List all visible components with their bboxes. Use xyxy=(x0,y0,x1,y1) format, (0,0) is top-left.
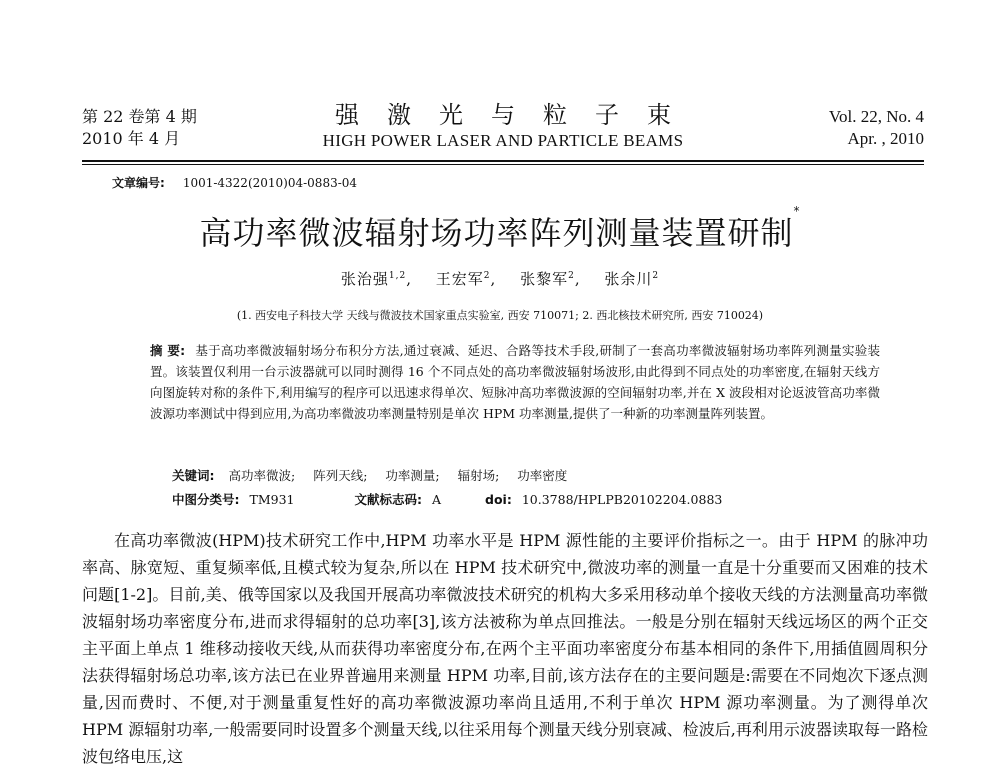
abstract xyxy=(150,340,880,424)
header-center xyxy=(82,100,924,152)
author xyxy=(520,270,581,288)
author-name: 张治强 xyxy=(340,270,389,288)
volume-issue-cn: 第 22 卷第 4 期 xyxy=(82,107,197,126)
header-right xyxy=(829,106,924,150)
author xyxy=(604,270,659,288)
paper-title-text: 高功率微波辐射场功率阵列测量装置研制 xyxy=(199,214,794,252)
keyword: 高功率微波; xyxy=(228,468,296,483)
article-number-label: 文章编号: xyxy=(112,176,165,190)
author-separator: , xyxy=(574,270,581,288)
author-affiliation-mark: 2 xyxy=(652,271,660,281)
abstract-text: 基于高功率微波辐射场分布积分方法,通过衰减、延迟、合路等技术手段,研制了一套高功率微波辐射场功率阵列测量实验装置。该装置仅利用一台示波器就可以同时测得 16 个不同点处的高功率微波辐射场波形,由此得到不同点处的功率密度,在辐射天线方向图旋转对称的条件下,利用编写的程序可以迅速求得单次、短脉冲高功率微波源的空间辐射功率,并在 X 波段相对论返波管高功率微波源功率测试中得到应用,为高功率微波功率测量特别是单次 HPM 功率测量,提供了一种新的功率测量阵列装置。 xyxy=(150,343,880,421)
author-affiliation-mark: 2 xyxy=(483,271,491,281)
body-text xyxy=(82,527,928,770)
clc-label: 中图分类号: xyxy=(172,492,240,507)
body-paragraph: 在高功率微波(HPM)技术研究工作中,HPM 功率水平是 HPM 源性能的主要评价指标之一。由于 HPM 的脉冲功率高、脉宽短、重复频率低,且模式较为复杂,所以在 HPM 技术研究中,微波功率的测量一直是十分重要而又困难的技术问题[1-2]。目前,美、俄等国家以及我国开展高功率微波技术研究的机构大多采用移动单个接收天线的方法测量高功率微波辐射场功率密度分布,进而求得辐射的总功率[3],该方法被称为单点回推法。一般是分别在辐射天线远场区的两个正交主平面上单点 1 维移动接收天线,从而获得功率密度分布,在两个主平面功率密度分布基本相同的条件下,用插值圆周积分法获得辐射场总功率,该方法已在业界普遍用来测量 HPM 功率,目前,该方法存在的主要问题是:需要在不同炮次下逐点测量,因而费时、不便,对于测量重复性好的高功率微波源功率尚且适用,不利于单次 HPM 源功率测量。为了测得单次 HPM 源辐射功率,一般需要同时设置多个测量天线,以往采用每个测量天线分别衰减、检波后,再利用示波器读取每一路检波包络电压,这 xyxy=(82,531,928,766)
article-number xyxy=(112,174,357,191)
keyword: 功率密度 xyxy=(517,468,568,483)
classification-line xyxy=(172,490,892,508)
abstract-label: 摘 要: xyxy=(150,343,186,358)
journal-name-cn: 强激光与粒子束 xyxy=(335,101,699,129)
clc-code xyxy=(172,490,295,508)
keywords-label: 关键词: xyxy=(172,468,215,483)
author-separator: , xyxy=(406,270,412,288)
clc-value: TM931 xyxy=(249,492,295,507)
document-code xyxy=(354,490,441,508)
volume-issue-en: Vol. 22, No. 4 xyxy=(828,107,924,126)
author-list xyxy=(0,268,1000,289)
author xyxy=(436,270,497,288)
author-affiliation-mark: 1,2 xyxy=(388,271,407,281)
date-en: Apr. , 2010 xyxy=(847,129,924,148)
author-separator: , xyxy=(490,270,497,288)
author-name: 张黎军 xyxy=(520,270,569,288)
keyword: 阵列天线; xyxy=(313,468,368,483)
doi xyxy=(485,492,722,507)
doi-label: doi: xyxy=(485,492,512,507)
keywords xyxy=(172,466,581,484)
author-name: 张余川 xyxy=(604,270,653,288)
article-number-value: 1001-4322(2010)04-0883-04 xyxy=(182,176,358,190)
date-cn: 2010 年 4 月 xyxy=(82,129,181,148)
keyword: 辐射场; xyxy=(457,468,500,483)
header-rule-thin xyxy=(82,164,924,165)
document-code-value: A xyxy=(431,492,442,507)
doi-value: 10.3788/HPLPB20102204.0883 xyxy=(521,492,723,507)
document-code-label: 文献标志码: xyxy=(354,492,422,507)
author-affiliation-mark: 2 xyxy=(568,271,575,281)
header-rule-thick xyxy=(82,160,924,162)
affiliations: (1. 西安电子科技大学 天线与微波技术国家重点实验室, 西安 710071; 2. 西北核技术研究所, 西安 710024) xyxy=(236,309,764,322)
title-footnote-mark: * xyxy=(793,204,801,218)
keyword: 功率测量; xyxy=(385,468,440,483)
journal-name-en: HIGH POWER LASER AND PARTICLE BEAMS xyxy=(322,131,684,150)
author xyxy=(341,270,412,288)
journal-header xyxy=(82,100,924,160)
paper-title xyxy=(0,204,1000,254)
author-name: 王宏军 xyxy=(435,270,484,288)
